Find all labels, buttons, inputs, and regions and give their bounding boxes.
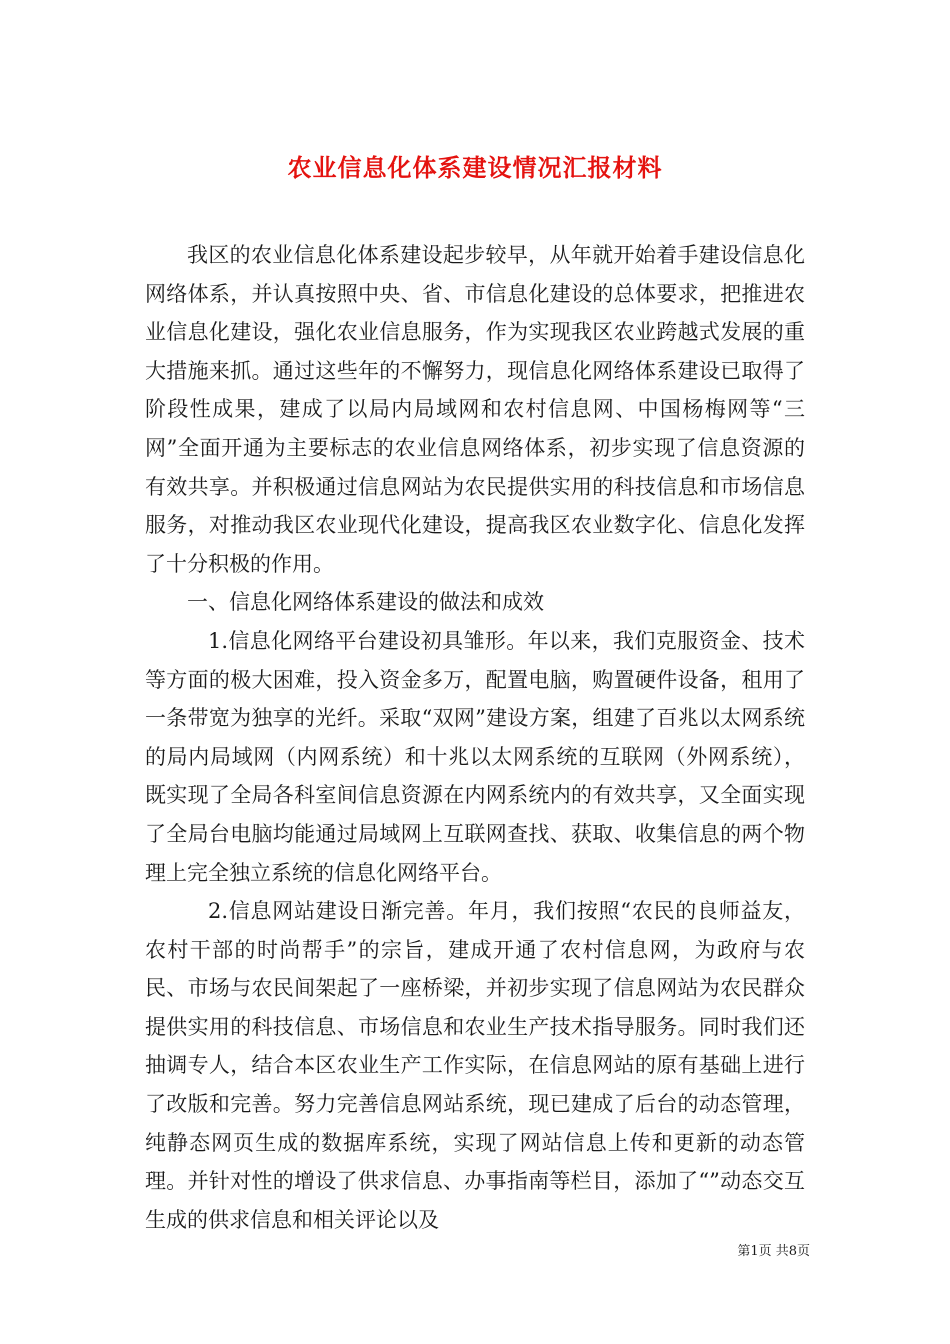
item-2-paragraph: 2.信息网站建设日渐完善。年月，我们按照“农民的良师益友，农村干部的时尚帮手”的宗旨，建成开通了农村信息网，为政府与农民、市场与农民间架起了一座桥梁，并初步实现了信息网站为农民群众提供实用的科技信息、市场信息和农业生产技术指导服务。同时我们还抽调专人，结合本区农业生产工作实际，在信息网站的原有基础上进行了改版和完善。努力完善信息网站系统，现已建成了后台的动态管理，纯静态网页生成的数据库系统，实现了网站信息上传和更新的动态管理。并针对性的增设了供求信息、办事指南等栏目，添加了“”动态交互生成的供求信息和相关评论以及: [145, 899, 805, 1232]
item-1-paragraph: 1.信息化网络平台建设初具雏形。年以来，我们克服资金、技术等方面的极大困难，投入资金多万，配置电脑，购置硬件设备，租用了一条带宽为独享的光纤。采取“双网”建设方案，组建了百兆以太网系统的局内局域网（内网系统）和十兆以太网系统的互联网（外网系统），既实现了全局各科室间信息资源在内网系统内的有效共享，又全面实现了全局台电脑均能通过局域网上互联网查找、获取、收集信息的两个物理上完全独立系统的信息化网络平台。: [145, 628, 805, 885]
section-heading: 一、信息化网络体系建设的做法和成效: [187, 590, 544, 615]
page-title: 农业信息化体系建设情况汇报材料: [287, 154, 663, 183]
page-number: 第1页 共8页: [737, 1244, 810, 1259]
document-body: [145, 236, 805, 1239]
intro-paragraph: 我区的农业信息化体系建设起步较早，从年就开始着手建设信息化网络体系，并认真按照中央、省、市信息化建设的总体要求，把推进农业信息化建设，强化农业信息服务，作为实现我区农业跨越式发展的重大措施来抓。通过这些年的不懈努力，现信息化网络体系建设已取得了阶段性成果，建成了以局内局域网和农村信息网、中国杨梅网等“三网”全面开通为主要标志的农业信息网络体系，初步实现了信息资源的有效共享。并积极通过信息网站为农民提供实用的科技信息和市场信息服务，对推动我区农业现代化建设，提高我区农业数字化、信息化发挥了十分积极的作用。: [145, 243, 805, 576]
